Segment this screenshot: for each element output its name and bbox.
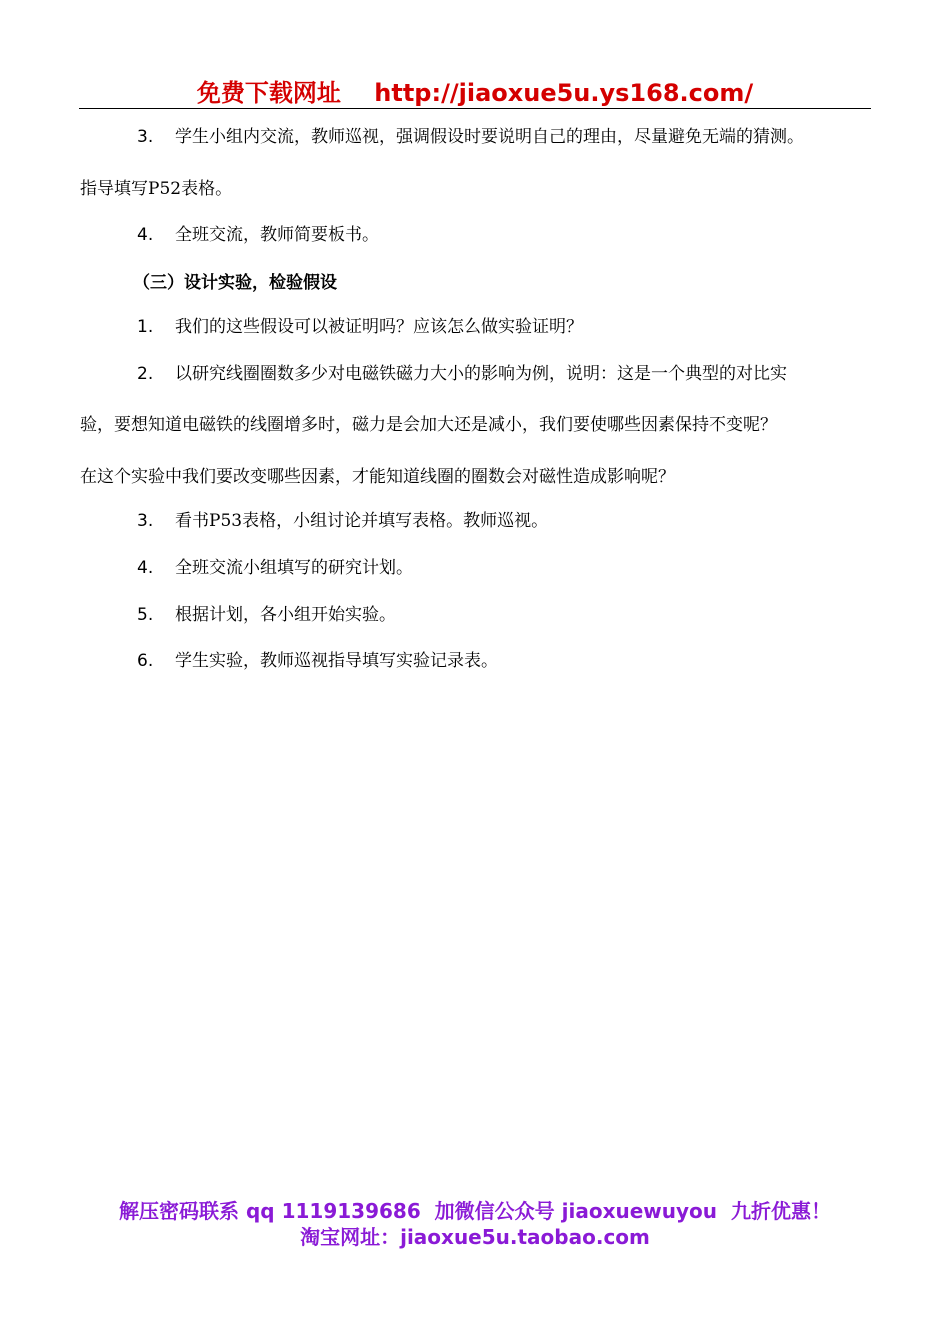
footer-contact-line: 解压密码联系 qq 1119139686 加微信公众号 jiaoxuewuyou 九折优惠！ [119, 1199, 831, 1223]
list-number: 2. [137, 364, 154, 384]
list-text: 全班交流小组填写的研究计划。 [175, 558, 413, 578]
header-url-banner: 免费下载网址 http://jiaoxue5u.ys168.com/ [196, 79, 754, 107]
list-item-4 [137, 222, 937, 248]
list-text: 以研究线圈圈数多少对电磁铁磁力大小的影响为例，说明：这是一个典型的对比实 [175, 364, 787, 384]
list-number: 3. [137, 127, 154, 147]
list-item-2-continuation: 验，要想知道电磁铁的线圈增多时，磁力是会加大还是减小，我们要使哪些因素保持不变呢？ [80, 415, 777, 435]
list-item-2-continuation: 在这个实验中我们要改变哪些因素，才能知道线圈的圈数会对磁性造成影响呢？ [80, 467, 675, 487]
list-text: 全班交流，教师简要板书。 [175, 225, 379, 245]
list-item-3 [137, 124, 937, 150]
list-number: 4. [137, 558, 154, 578]
list-item-3b [137, 508, 937, 534]
list-number: 6. [137, 651, 154, 671]
list-number: 1. [137, 317, 154, 337]
list-item-2 [137, 361, 937, 387]
list-text: 学生小组内交流，教师巡视，强调假设时要说明自己的理由，尽量避免无端的猜测。 [175, 127, 804, 147]
list-item-6 [137, 648, 937, 674]
list-text: 根据计划，各小组开始实验。 [175, 605, 396, 625]
footer-shop-line: 淘宝网址：jiaoxue5u.taobao.com [300, 1225, 650, 1249]
list-number: 4. [137, 225, 154, 245]
list-number: 3. [137, 511, 154, 531]
section-heading: （三）设计实验，检验假设 [133, 273, 337, 293]
list-number: 5. [137, 605, 154, 625]
list-text: 看书P53表格，小组讨论并填写表格。教师巡视。 [175, 511, 549, 531]
list-item-1 [137, 314, 937, 340]
list-item-5 [137, 602, 937, 628]
list-item-3-continuation: 指导填写P52表格。 [80, 179, 233, 199]
list-text: 学生实验，教师巡视指导填写实验记录表。 [175, 651, 498, 671]
list-text: 我们的这些假设可以被证明吗？应该怎么做实验证明？ [175, 317, 583, 337]
list-item-4b [137, 555, 937, 581]
